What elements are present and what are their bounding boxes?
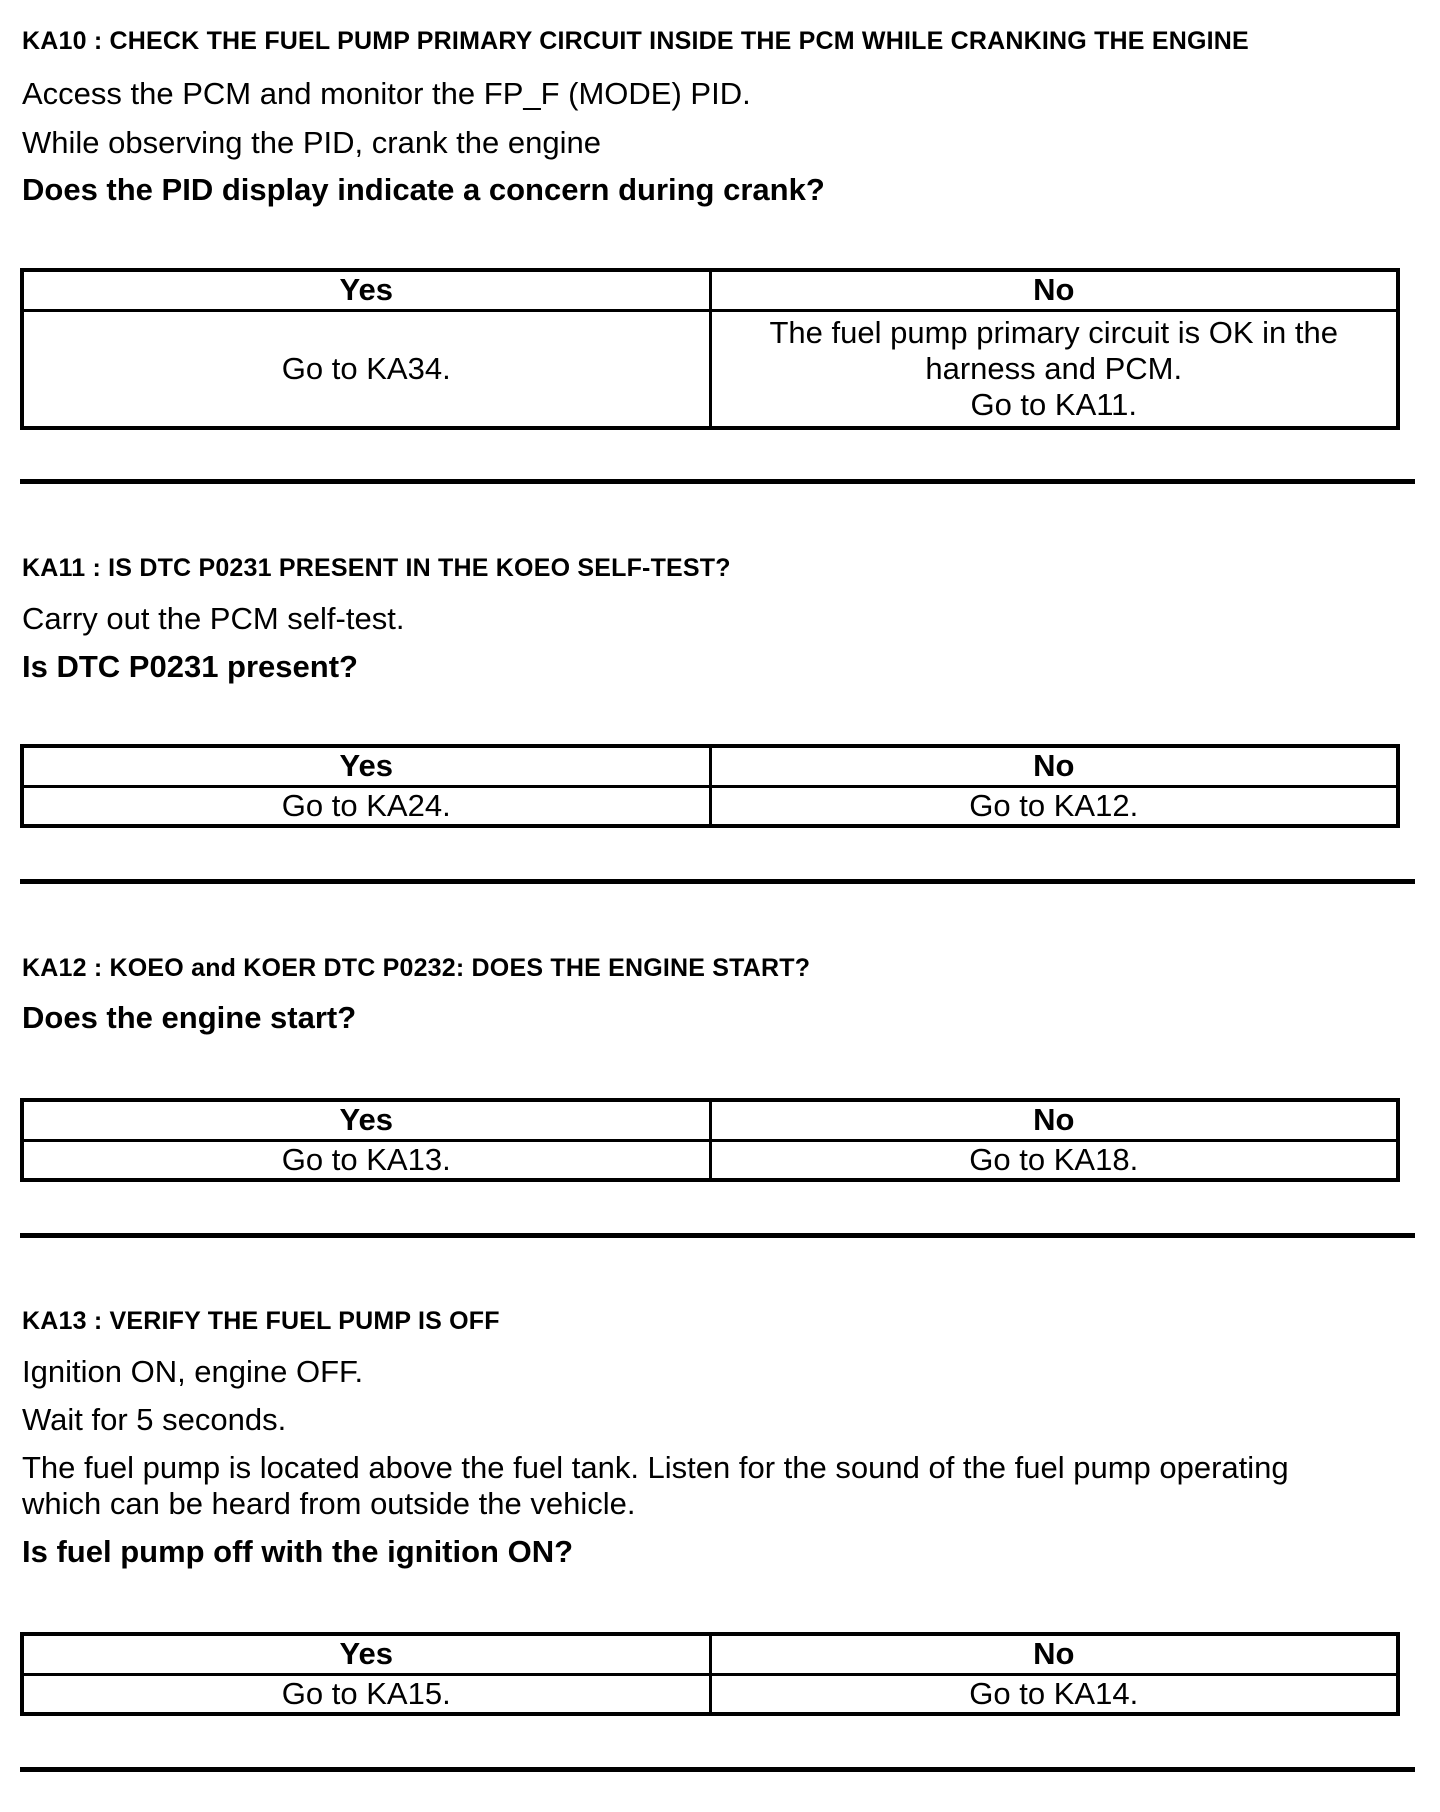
yes-cell: Go to KA34. [22, 310, 710, 428]
no-cell-line: Go to KA11. [970, 386, 1138, 422]
no-cell [710, 310, 1398, 428]
instruction-line: Carry out the PCM self-test. [22, 601, 405, 636]
step-question: Is DTC P0231 present? [22, 649, 358, 684]
section-divider [20, 479, 1415, 484]
instruction-line: The fuel pump is located above the fuel tank. Listen for the sound of the fuel pump operating [22, 1450, 1289, 1485]
step-ka12-body [22, 1000, 1412, 1036]
step-ka10-body [22, 76, 1412, 208]
yes-cell: Go to KA15. [22, 1674, 710, 1714]
yes-header: Yes [22, 746, 710, 786]
instruction-line: Wait for 5 seconds. [22, 1402, 287, 1437]
section-divider [20, 1767, 1415, 1772]
step-ka10 [22, 27, 1412, 56]
section-divider [20, 879, 1415, 884]
instruction-line: While observing the PID, crank the engine [22, 125, 601, 160]
yes-no-table [20, 744, 1400, 828]
no-cell: Go to KA18. [710, 1140, 1398, 1180]
instruction-line: Access the PCM and monitor the FP_F (MODE) PID. [22, 76, 751, 111]
no-cell-line: The fuel pump primary circuit is OK in the [769, 314, 1339, 350]
step-title: KA11 : IS DTC P0231 PRESENT IN THE KOEO SELF-TEST? [22, 554, 731, 582]
yes-header: Yes [22, 1634, 710, 1674]
section-divider [20, 1233, 1415, 1238]
no-header: No [710, 1634, 1398, 1674]
yes-header: Yes [22, 1100, 710, 1140]
no-header: No [710, 1100, 1398, 1140]
step-ka13 [22, 1307, 1412, 1336]
no-header: No [710, 270, 1398, 310]
step-title: KA13 : VERIFY THE FUEL PUMP IS OFF [22, 1307, 500, 1335]
yes-cell: Go to KA24. [22, 786, 710, 826]
instruction-line: Ignition ON, engine OFF. [22, 1354, 364, 1389]
step-ka12 [22, 954, 1412, 983]
step-title: KA10 : CHECK THE FUEL PUMP PRIMARY CIRCUIT INSIDE THE PCM WHILE CRANKING THE ENGINE [22, 27, 1249, 55]
no-cell: Go to KA14. [710, 1674, 1398, 1714]
step-question: Is fuel pump off with the ignition ON? [22, 1534, 574, 1569]
step-question: Does the PID display indicate a concern during crank? [22, 172, 825, 207]
yes-no-table [20, 1632, 1400, 1716]
step-ka11 [22, 554, 1412, 583]
yes-no-table [20, 1098, 1400, 1182]
step-ka11-body [22, 601, 1412, 685]
no-cell-line: harness and PCM. [925, 350, 1183, 386]
step-ka13-body [22, 1354, 1412, 1570]
no-header: No [710, 746, 1398, 786]
step-title: KA12 : KOEO and KOER DTC P0232: DOES THE ENGINE START? [22, 954, 811, 982]
instruction-line: which can be heard from outside the vehicle. [22, 1486, 636, 1521]
yes-cell: Go to KA13. [22, 1140, 710, 1180]
yes-no-table [20, 268, 1400, 430]
no-cell: Go to KA12. [710, 786, 1398, 826]
yes-header: Yes [22, 270, 710, 310]
step-question: Does the engine start? [22, 1000, 357, 1035]
